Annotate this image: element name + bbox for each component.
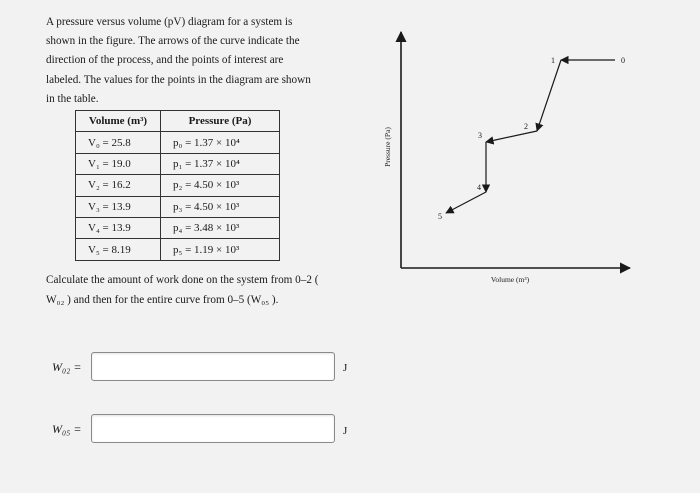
table-row [76, 132, 280, 153]
point-label-1: 1 [551, 56, 555, 65]
w02-label: W₀₂ = [52, 360, 82, 374]
volume-cell: V₃ = 13.9 [76, 196, 161, 217]
table-row [76, 217, 280, 238]
segment-4-5 [446, 192, 486, 213]
intro-line: direction of the process, and the points of interest are [46, 54, 284, 67]
pressure-cell: p₃ = 4.50 × 10³ [161, 196, 280, 217]
volume-header: Volume (m³) [76, 111, 161, 132]
w02-unit: J [343, 362, 348, 374]
volume-cell: V₂ = 16.2 [76, 175, 161, 196]
pressure-cell: p₁ = 1.37 × 10⁴ [161, 153, 280, 174]
intro-line: in the table. [46, 92, 99, 105]
point-label-5: 5 [438, 212, 442, 221]
volume-cell: V₄ = 13.9 [76, 217, 161, 238]
question-line: W₀₂ ) and then for the entire curve from 0–5 (W₀₅ ). [46, 294, 279, 306]
segment-1-2 [537, 60, 561, 131]
pressure-axis-label: Pressure (Pa) [383, 127, 392, 167]
table-row [76, 196, 280, 217]
w05-unit: J [343, 425, 348, 437]
volume-cell: V₀ = 25.8 [76, 132, 161, 153]
pressure-header: Pressure (Pa) [161, 111, 280, 132]
pressure-cell: p₄ = 3.48 × 10³ [161, 217, 280, 238]
pv-diagram [370, 20, 670, 295]
pressure-cell: p₅ = 1.19 × 10³ [161, 239, 280, 260]
values-table [75, 110, 280, 261]
w02-input[interactable] [91, 352, 335, 381]
volume-cell: V₅ = 8.19 [76, 239, 161, 260]
w05-label: W₀₅ = [52, 422, 82, 436]
segment-2-3 [486, 131, 537, 142]
table-row [76, 153, 280, 174]
intro-line: A pressure versus volume (pV) diagram for a system is [46, 16, 293, 28]
point-label-4: 4 [477, 183, 481, 192]
volume-cell: V₁ = 19.0 [76, 153, 161, 174]
table-row [76, 239, 280, 260]
point-label-0: 0 [621, 56, 625, 65]
problem-intro [46, 13, 366, 109]
table-header-row [76, 111, 280, 132]
point-label-2: 2 [524, 122, 528, 131]
point-label-3: 3 [478, 131, 482, 140]
question-line: Calculate the amount of work done on the system from 0–2 ( [46, 274, 319, 286]
pressure-cell: p₂ = 4.50 × 10³ [161, 175, 280, 196]
intro-line: shown in the figure. The arrows of the curve indicate the [46, 35, 300, 48]
question-text [46, 270, 318, 310]
pressure-cell: p₀ = 1.37 × 10⁴ [161, 132, 280, 153]
intro-line: labeled. The values for the points in the diagram are shown [46, 73, 311, 86]
w05-input[interactable] [91, 414, 335, 443]
table-row [76, 175, 280, 196]
volume-axis-label: Volume (m³) [490, 275, 530, 284]
